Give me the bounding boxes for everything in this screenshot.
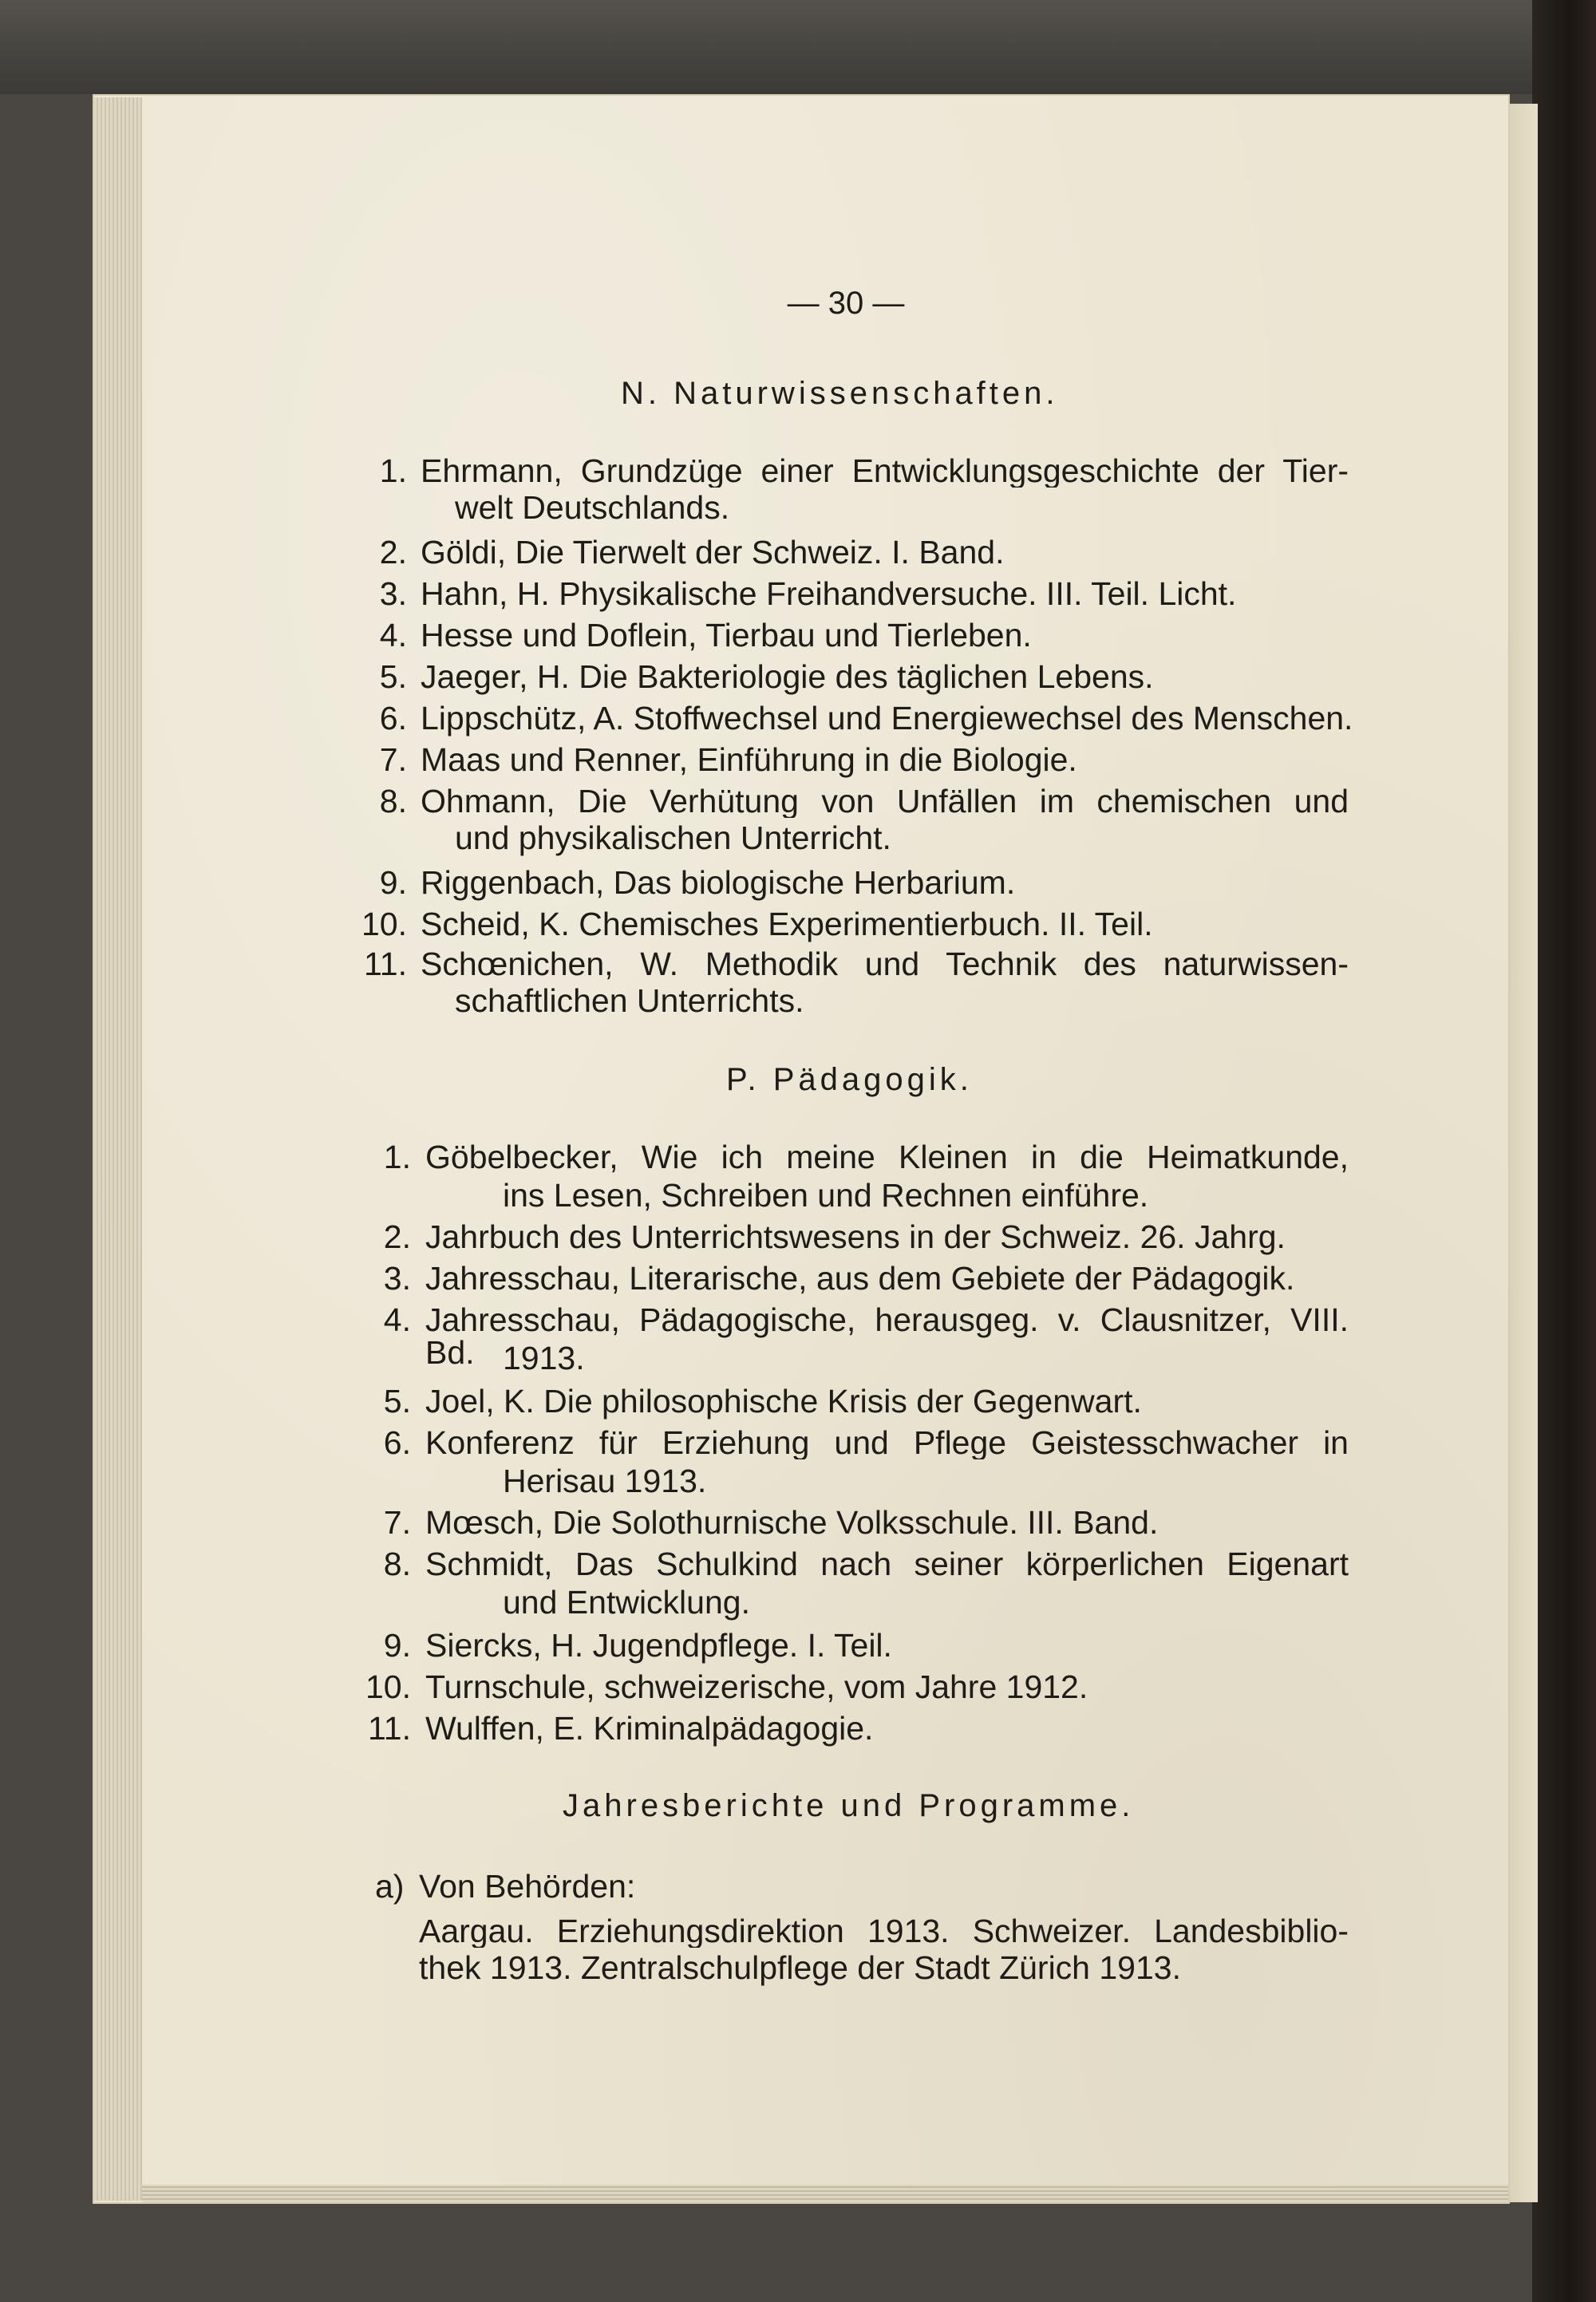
paedagogik-item-entry: Siercks, H. Jugendpflege. I. Teil. xyxy=(425,1627,892,1664)
paedagogik-item-number: 2. xyxy=(383,1218,411,1255)
page-stack-bottom xyxy=(142,2185,1508,2202)
section-heading-naturwissenschaften: N. Naturwissenschaften. xyxy=(621,376,1059,411)
paedagogik-item-number: 9. xyxy=(383,1627,411,1664)
section-heading-paedagogik: P. Pädagogik. xyxy=(726,1062,973,1097)
paedagogik-item-entry: Turnschule, schweizerische, vom Jahre 1912. xyxy=(425,1668,1088,1705)
naturwissenschaften-item-entry: Hahn, H. Physikalische Freihandversuche. III. Teil. Licht. xyxy=(421,575,1237,612)
paedagogik-item-entry: Jahrbuch des Unterrichtswesens in der Schweiz. 26. Jahrg. xyxy=(425,1218,1286,1255)
naturwissenschaften-item-entry: Hesse und Doflein, Tierbau und Tierleben. xyxy=(421,617,1032,653)
next-page-edge xyxy=(1504,104,1538,2202)
naturwissenschaften-item-continuation: welt Deutschlands. xyxy=(455,489,730,526)
paedagogik-item-entry: Wulffen, E. Kriminalpädagogie. xyxy=(425,1710,874,1747)
paedagogik-item-entry: Jahresschau, Literarische, aus dem Gebiete der Pädagogik. xyxy=(425,1260,1295,1297)
paedagogik-item-number: 4. xyxy=(383,1301,411,1338)
paedagogik-item-number: 6. xyxy=(383,1424,411,1461)
paedagogik-item-continuation: ins Lesen, Schreiben und Rechnen einführe. xyxy=(503,1177,1149,1214)
naturwissenschaften-item-number: 3. xyxy=(379,575,407,612)
naturwissenschaften-item-number: 11. xyxy=(364,946,407,982)
jahresberichte-line: Aargau. Erziehungsdirektion 1913. Schweizer. Landesbiblio- xyxy=(419,1915,1349,1948)
naturwissenschaften-item-number: 9. xyxy=(379,864,407,901)
naturwissenschaften-item-entry: Lippschütz, A. Stoffwechsel und Energiewechsel des Menschen. xyxy=(421,700,1353,736)
subsection-title: Von Behörden: xyxy=(419,1868,636,1905)
naturwissenschaften-item-number: 2. xyxy=(379,534,407,571)
naturwissenschaften-item-entry: Jaeger, H. Die Bakteriologie des täglichen Lebens. xyxy=(421,658,1154,695)
paedagogik-item-number: 11. xyxy=(368,1710,411,1747)
paedagogik-item-entry: Göbelbecker, Wie ich meine Kleinen in die Heimatkunde, xyxy=(425,1141,1349,1174)
scan-background-top xyxy=(0,0,1596,94)
paedagogik-item-number: 3. xyxy=(383,1260,411,1297)
paedagogik-item-entry: Schmidt, Das Schulkind nach seiner körperlichen Eigenart xyxy=(425,1548,1349,1581)
paedagogik-item-number: 8. xyxy=(383,1546,411,1582)
page-stack-edges xyxy=(94,97,142,2201)
naturwissenschaften-item-entry: Riggenbach, Das biologische Herbarium. xyxy=(421,864,1016,901)
naturwissenschaften-item-entry: Schœnichen, W. Methodik und Technik des naturwissen- xyxy=(421,948,1349,981)
paedagogik-item-entry: Konferenz für Erziehung und Pflege Geistesschwacher in xyxy=(425,1427,1349,1459)
naturwissenschaften-item-number: 1. xyxy=(379,452,407,489)
page-number: — 30 — xyxy=(787,286,905,321)
subsection-label: a) xyxy=(375,1868,405,1905)
naturwissenschaften-item-number: 6. xyxy=(379,700,407,736)
naturwissenschaften-item-number: 4. xyxy=(379,617,407,653)
paedagogik-item-number: 1. xyxy=(383,1139,411,1175)
paedagogik-item-entry: Mœsch, Die Solothurnische Volksschule. III. Band. xyxy=(425,1504,1159,1541)
paedagogik-item-number: 7. xyxy=(383,1504,411,1541)
section-heading-jahresberichte: Jahresberichte und Programme. xyxy=(563,1788,1135,1823)
book-binding xyxy=(1532,0,1596,2302)
naturwissenschaften-item-number: 7. xyxy=(379,741,407,778)
naturwissenschaften-item-entry: Ehrmann, Grundzüge einer Entwicklungsgeschichte der Tier- xyxy=(421,455,1349,488)
naturwissenschaften-item-entry: Göldi, Die Tierwelt der Schweiz. I. Band. xyxy=(421,534,1005,571)
paedagogik-item-entry: Joel, K. Die philosophische Krisis der Gegenwart. xyxy=(425,1383,1142,1420)
jahresberichte-line: thek 1913. Zentralschulpflege der Stadt Zürich 1913. xyxy=(419,1949,1181,1986)
naturwissenschaften-item-entry: Maas und Renner, Einführung in die Biologie. xyxy=(421,741,1077,778)
naturwissenschaften-item-entry: Scheid, K. Chemisches Experimentierbuch. II. Teil. xyxy=(421,906,1153,942)
naturwissenschaften-item-continuation: und physikalischen Unterricht. xyxy=(455,819,891,856)
paedagogik-item-number: 10. xyxy=(365,1668,411,1705)
paedagogik-item-continuation: Herisau 1913. xyxy=(503,1463,707,1499)
naturwissenschaften-item-number: 8. xyxy=(379,783,407,819)
naturwissenschaften-item-number: 5. xyxy=(379,658,407,695)
paedagogik-item-number: 5. xyxy=(383,1383,411,1420)
naturwissenschaften-item-continuation: schaftlichen Unterrichts. xyxy=(455,982,804,1019)
naturwissenschaften-item-number: 10. xyxy=(361,906,407,942)
paedagogik-item-continuation: und Entwicklung. xyxy=(503,1584,750,1621)
paedagogik-item-entry: Jahresschau, Pädagogische, herausgeg. v. Clausnitzer, VIII. Bd. xyxy=(425,1304,1349,1369)
naturwissenschaften-item-entry: Ohmann, Die Verhütung von Unfällen im chemischen und xyxy=(421,785,1349,818)
paedagogik-item-continuation: 1913. xyxy=(503,1340,585,1376)
